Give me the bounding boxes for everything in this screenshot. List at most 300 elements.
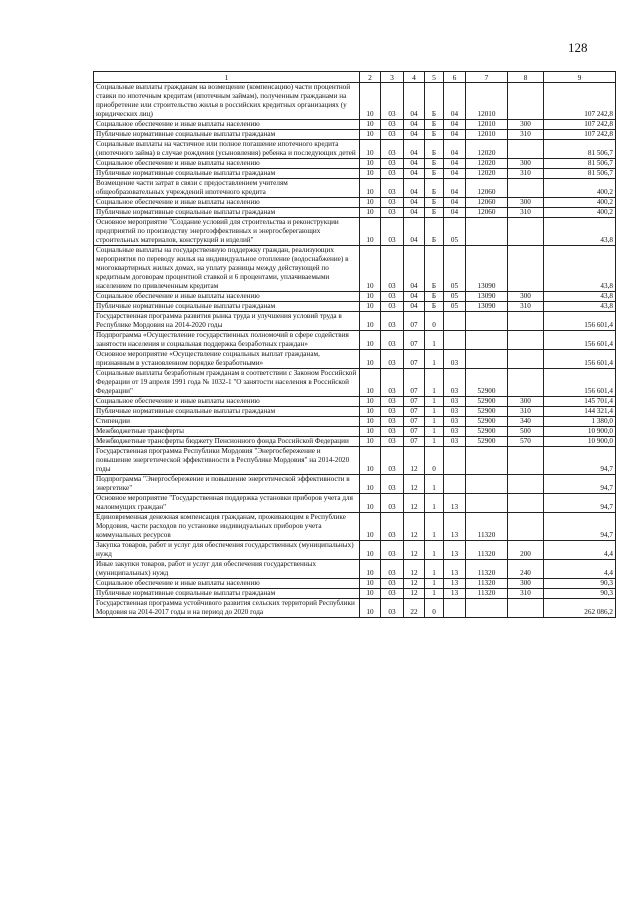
row-amount: 107 242,8 (544, 83, 616, 120)
code-direction: 12020 (466, 140, 508, 159)
code-subprogram: 0 (425, 599, 444, 618)
code-direction (466, 218, 508, 246)
row-description: Публичные нормативные социальные выплаты гражданам (94, 130, 360, 140)
row-description: Публичные нормативные социальные выплаты гражданам (94, 302, 360, 312)
code-subsection: 03 (381, 198, 404, 208)
row-amount: 81 506,7 (544, 159, 616, 169)
code-section: 10 (360, 312, 381, 331)
row-amount: 262 086,2 (544, 599, 616, 618)
code-subsection: 03 (381, 83, 404, 120)
code-program: 22 (404, 599, 425, 618)
code-activity: 13 (444, 579, 466, 589)
code-subprogram: Б (425, 246, 444, 292)
row-amount: 156 601,4 (544, 350, 616, 369)
code-subsection: 03 (381, 475, 404, 494)
code-subsection: 03 (381, 589, 404, 599)
code-subsection: 03 (381, 246, 404, 292)
column-header: 2 (360, 72, 381, 83)
code-direction: 11320 (466, 579, 508, 589)
table-row (94, 447, 616, 475)
table-row (94, 179, 616, 198)
code-expense-type (508, 599, 544, 618)
code-program: 07 (404, 350, 425, 369)
code-subprogram: 0 (425, 447, 444, 475)
code-section: 10 (360, 208, 381, 218)
column-header: 3 (381, 72, 404, 83)
code-activity: 13 (444, 589, 466, 599)
table-row (94, 427, 616, 437)
code-section: 10 (360, 369, 381, 397)
table-row (94, 83, 616, 120)
code-activity (444, 312, 466, 331)
table-row (94, 312, 616, 331)
code-section: 10 (360, 579, 381, 589)
code-activity: 04 (444, 208, 466, 218)
row-amount: 94,7 (544, 513, 616, 541)
code-expense-type: 240 (508, 560, 544, 579)
row-description: Публичные нормативные социальные выплаты гражданам (94, 589, 360, 599)
code-subsection: 03 (381, 369, 404, 397)
code-program: 12 (404, 589, 425, 599)
row-amount: 156 601,4 (544, 331, 616, 350)
code-program: 04 (404, 208, 425, 218)
code-expense-type (508, 312, 544, 331)
code-subsection: 03 (381, 397, 404, 407)
code-section: 10 (360, 427, 381, 437)
column-header: 6 (444, 72, 466, 83)
code-subprogram: Б (425, 302, 444, 312)
code-program: 04 (404, 169, 425, 179)
row-description: Публичные нормативные социальные выплаты гражданам (94, 208, 360, 218)
row-description: Социальное обеспечение и иные выплаты населению (94, 198, 360, 208)
code-subsection: 03 (381, 331, 404, 350)
code-subsection: 03 (381, 447, 404, 475)
code-activity: 13 (444, 541, 466, 560)
code-direction (466, 331, 508, 350)
code-program: 12 (404, 513, 425, 541)
code-program: 07 (404, 397, 425, 407)
row-amount: 94,7 (544, 475, 616, 494)
code-expense-type: 300 (508, 198, 544, 208)
code-section: 10 (360, 475, 381, 494)
code-expense-type (508, 140, 544, 159)
code-subprogram: Б (425, 140, 444, 159)
table-row (94, 397, 616, 407)
code-program: 12 (404, 447, 425, 475)
code-subprogram: 1 (425, 427, 444, 437)
code-subprogram: Б (425, 208, 444, 218)
code-direction: 12010 (466, 130, 508, 140)
code-expense-type (508, 350, 544, 369)
code-section: 10 (360, 302, 381, 312)
table-row (94, 579, 616, 589)
code-program: 04 (404, 83, 425, 120)
budget-table (93, 71, 616, 618)
code-subsection: 03 (381, 302, 404, 312)
row-amount: 81 506,7 (544, 169, 616, 179)
code-activity (444, 475, 466, 494)
row-description: Основное мероприятие «Осуществление социальных выплат гражданам, признанным в установленном порядке безработными» (94, 350, 360, 369)
code-direction (466, 494, 508, 513)
code-program: 04 (404, 130, 425, 140)
code-subsection: 03 (381, 179, 404, 198)
code-program: 07 (404, 331, 425, 350)
code-expense-type (508, 475, 544, 494)
row-description: Социальное обеспечение и иные выплаты населению (94, 579, 360, 589)
table-row (94, 350, 616, 369)
code-direction: 11320 (466, 513, 508, 541)
code-subprogram: 1 (425, 475, 444, 494)
code-expense-type: 310 (508, 208, 544, 218)
code-activity: 04 (444, 83, 466, 120)
code-expense-type (508, 83, 544, 120)
table-row (94, 246, 616, 292)
code-direction: 11320 (466, 541, 508, 560)
code-subsection: 03 (381, 437, 404, 447)
code-program: 07 (404, 407, 425, 417)
code-subprogram: 1 (425, 350, 444, 369)
code-section: 10 (360, 417, 381, 427)
row-description: Единовременная денежная компенсация гражданам, проживающим в Республике Мордовия, части расходов по установке индивидуальных приборов учета коммунальных ресурсов (94, 513, 360, 541)
code-subprogram: 1 (425, 589, 444, 599)
code-subprogram: Б (425, 169, 444, 179)
page-number: 128 (568, 40, 588, 55)
code-section: 10 (360, 447, 381, 475)
code-program: 07 (404, 312, 425, 331)
table-row (94, 302, 616, 312)
code-activity: 03 (444, 397, 466, 407)
code-expense-type (508, 447, 544, 475)
code-program: 07 (404, 427, 425, 437)
table-row (94, 369, 616, 397)
code-activity: 04 (444, 159, 466, 169)
code-subsection: 03 (381, 541, 404, 560)
code-direction: 12010 (466, 120, 508, 130)
code-expense-type: 300 (508, 579, 544, 589)
table-row (94, 513, 616, 541)
code-program: 04 (404, 140, 425, 159)
code-direction: 52900 (466, 417, 508, 427)
row-amount: 90,3 (544, 589, 616, 599)
code-program: 04 (404, 292, 425, 302)
row-amount: 4,4 (544, 541, 616, 560)
table-row (94, 494, 616, 513)
row-amount: 145 701,4 (544, 397, 616, 407)
code-program: 07 (404, 437, 425, 447)
code-direction: 12060 (466, 208, 508, 218)
code-activity: 13 (444, 494, 466, 513)
code-section: 10 (360, 198, 381, 208)
code-program: 04 (404, 246, 425, 292)
code-direction: 13090 (466, 246, 508, 292)
row-description: Иные закупки товаров, работ и услуг для обеспечения государственных (муниципальных) нужд (94, 560, 360, 579)
code-activity: 03 (444, 350, 466, 369)
code-expense-type (508, 246, 544, 292)
row-description: Социальные выплаты на государственную поддержку граждан, реализующих мероприятия по переводу жилья на индивидуальное отопление (водоснабжение) в многоквартирных жилых домах, на уплату разницы между действующей по кредитным договорам процентной ставкой и 6 процентами, уплачиваемыми населением по привлеченным кредитам (94, 246, 360, 292)
row-amount: 81 506,7 (544, 140, 616, 159)
code-program: 12 (404, 541, 425, 560)
code-direction: 13090 (466, 292, 508, 302)
code-subprogram: Б (425, 83, 444, 120)
code-program: 12 (404, 494, 425, 513)
table-row (94, 599, 616, 618)
code-subsection: 03 (381, 140, 404, 159)
code-expense-type: 300 (508, 292, 544, 302)
row-amount: 43,8 (544, 302, 616, 312)
code-subprogram: 1 (425, 369, 444, 397)
table-row (94, 437, 616, 447)
row-amount: 94,7 (544, 447, 616, 475)
code-expense-type (508, 513, 544, 541)
code-direction (466, 475, 508, 494)
code-subsection: 03 (381, 427, 404, 437)
table-row (94, 130, 616, 140)
row-description: Социальное обеспечение и иные выплаты населению (94, 120, 360, 130)
row-description: Публичные нормативные социальные выплаты гражданам (94, 169, 360, 179)
code-subprogram: Б (425, 120, 444, 130)
code-section: 10 (360, 437, 381, 447)
row-amount: 10 900,0 (544, 427, 616, 437)
code-section: 10 (360, 140, 381, 159)
code-subsection: 03 (381, 579, 404, 589)
code-activity: 03 (444, 369, 466, 397)
code-subprogram: 1 (425, 560, 444, 579)
code-subsection: 03 (381, 218, 404, 246)
row-amount: 10 900,0 (544, 437, 616, 447)
code-expense-type: 310 (508, 589, 544, 599)
table-row (94, 198, 616, 208)
row-description: Межбюджетные трансферты бюджету Пенсионного фонда Российской Федерации (94, 437, 360, 447)
code-direction: 52900 (466, 437, 508, 447)
code-subsection: 03 (381, 130, 404, 140)
code-expense-type: 300 (508, 397, 544, 407)
code-activity: 03 (444, 407, 466, 417)
code-activity: 04 (444, 120, 466, 130)
code-direction: 52900 (466, 407, 508, 417)
code-section: 10 (360, 560, 381, 579)
table-row (94, 292, 616, 302)
code-expense-type: 310 (508, 130, 544, 140)
column-header: 5 (425, 72, 444, 83)
code-subprogram: Б (425, 292, 444, 302)
code-subsection: 03 (381, 350, 404, 369)
table-row (94, 417, 616, 427)
code-subprogram: Б (425, 159, 444, 169)
row-description: Государственная программа развития рынка труда и улучшения условий труда в Республике Мордовия на 2014-2020 годы (94, 312, 360, 331)
row-description: Социальные выплаты на частичное или полное погашение ипотечного кредита (ипотечного займа) в случае рождения (усыновления) ребенка и последующих детей (94, 140, 360, 159)
code-direction (466, 599, 508, 618)
code-direction: 12010 (466, 83, 508, 120)
table-row (94, 218, 616, 246)
code-section: 10 (360, 246, 381, 292)
code-activity: 13 (444, 513, 466, 541)
column-header: 1 (94, 72, 360, 83)
row-description: Стипендии (94, 417, 360, 427)
code-direction: 11320 (466, 589, 508, 599)
row-amount: 43,8 (544, 218, 616, 246)
code-expense-type: 500 (508, 427, 544, 437)
row-amount: 4,4 (544, 560, 616, 579)
row-amount: 107 242,8 (544, 120, 616, 130)
code-activity: 04 (444, 198, 466, 208)
code-activity: 13 (444, 560, 466, 579)
row-description: Основное мероприятие "Создание условий для строительства и реконструкции предприятий по производству энергоэффективных и энергосберегающих строительных материалов, конструкций и изделий" (94, 218, 360, 246)
row-description: Социальные выплаты гражданам на возмещение (компенсацию) части процентной ставки по ипотечным кредитам (ипотечным займам), полученным гражданами на приобретение или строительство жилья в российских кредитных организациях (у юридических лиц) (94, 83, 360, 120)
code-program: 12 (404, 560, 425, 579)
code-expense-type: 300 (508, 159, 544, 169)
row-amount: 1 380,0 (544, 417, 616, 427)
table-row (94, 331, 616, 350)
row-description: Основное мероприятие "Государственная поддержка установки приборов учета для малоимущих граждан" (94, 494, 360, 513)
column-header: 9 (544, 72, 616, 83)
row-description: Межбюджетные трансферты (94, 427, 360, 437)
code-subsection: 03 (381, 513, 404, 541)
table-row (94, 407, 616, 417)
code-section: 10 (360, 513, 381, 541)
code-expense-type (508, 179, 544, 198)
code-program: 04 (404, 159, 425, 169)
code-subprogram: 1 (425, 494, 444, 513)
code-direction: 12060 (466, 198, 508, 208)
code-section: 10 (360, 130, 381, 140)
row-amount: 94,7 (544, 494, 616, 513)
table-row (94, 208, 616, 218)
row-description: Государственная программа Республики Мордовия "Энергосбережение и повышение энергетической эффективности в Республике Мордовия" на 2014-2020 годы (94, 447, 360, 475)
row-amount: 400,2 (544, 179, 616, 198)
code-section: 10 (360, 494, 381, 513)
code-subsection: 03 (381, 560, 404, 579)
code-activity (444, 331, 466, 350)
code-expense-type: 340 (508, 417, 544, 427)
row-amount: 400,2 (544, 208, 616, 218)
code-section: 10 (360, 83, 381, 120)
code-activity (444, 447, 466, 475)
code-direction: 12020 (466, 169, 508, 179)
row-description: Государственная программа устойчивого развития сельских территорий Республики Мордовия на 2014-2017 годы и на период до 2020 года (94, 599, 360, 618)
code-expense-type: 300 (508, 120, 544, 130)
code-subprogram: Б (425, 198, 444, 208)
code-section: 10 (360, 159, 381, 169)
code-subprogram: Б (425, 130, 444, 140)
table-row (94, 475, 616, 494)
code-expense-type: 570 (508, 437, 544, 447)
code-expense-type (508, 331, 544, 350)
code-expense-type (508, 218, 544, 246)
code-subprogram: Б (425, 179, 444, 198)
code-subprogram: 1 (425, 579, 444, 589)
table-row (94, 589, 616, 599)
row-description: Закупка товаров, работ и услуг для обеспечения государственных (муниципальных) нужд (94, 541, 360, 560)
code-subprogram: 1 (425, 513, 444, 541)
row-amount: 90,3 (544, 579, 616, 589)
code-program: 07 (404, 417, 425, 427)
code-subprogram: 1 (425, 407, 444, 417)
code-program: 04 (404, 120, 425, 130)
code-subprogram: 1 (425, 541, 444, 560)
code-direction (466, 350, 508, 369)
code-activity: 04 (444, 169, 466, 179)
code-direction: 52900 (466, 369, 508, 397)
code-activity: 05 (444, 218, 466, 246)
code-direction: 12060 (466, 179, 508, 198)
row-amount: 400,2 (544, 198, 616, 208)
code-program: 04 (404, 179, 425, 198)
table-row (94, 541, 616, 560)
code-subprogram: 0 (425, 312, 444, 331)
table-row (94, 560, 616, 579)
code-subprogram: Б (425, 218, 444, 246)
code-program: 04 (404, 198, 425, 208)
code-section: 10 (360, 331, 381, 350)
code-direction: 13090 (466, 302, 508, 312)
code-subsection: 03 (381, 208, 404, 218)
code-subsection: 03 (381, 599, 404, 618)
row-description: Подпрограмма «Осуществление государственных полномочий в сфере содействия занятости населения и социальная поддержка безработных граждан» (94, 331, 360, 350)
row-description: Социальные выплаты безработным гражданам в соответствии с Законом Российской Федерации от 19 апреля 1991 года № 1032-1 "О занятости населения в Российской Федерации" (94, 369, 360, 397)
code-expense-type: 310 (508, 302, 544, 312)
row-description: Публичные нормативные социальные выплаты гражданам (94, 407, 360, 417)
code-section: 10 (360, 218, 381, 246)
row-description: Подпрограмма "Энергосбережение и повышение энергетической эффективности в энергетике" (94, 475, 360, 494)
row-amount: 144 321,4 (544, 407, 616, 417)
code-subsection: 03 (381, 159, 404, 169)
code-program: 12 (404, 579, 425, 589)
code-direction: 52900 (466, 427, 508, 437)
code-program: 04 (404, 218, 425, 246)
code-section: 10 (360, 292, 381, 302)
code-activity: 04 (444, 179, 466, 198)
header-row (94, 72, 616, 83)
row-description: Социальное обеспечение и иные выплаты населению (94, 397, 360, 407)
table-body (94, 83, 616, 618)
code-section: 10 (360, 599, 381, 618)
code-activity: 03 (444, 417, 466, 427)
code-section: 10 (360, 120, 381, 130)
code-activity: 05 (444, 246, 466, 292)
code-direction (466, 312, 508, 331)
code-expense-type: 200 (508, 541, 544, 560)
code-direction: 52900 (466, 397, 508, 407)
code-subsection: 03 (381, 292, 404, 302)
row-description: Возмещение части затрат в связи с предоставлением учителям общеобразовательных учреждений ипотечного кредита (94, 179, 360, 198)
code-section: 10 (360, 541, 381, 560)
table-row (94, 169, 616, 179)
code-activity: 03 (444, 437, 466, 447)
code-activity: 04 (444, 130, 466, 140)
code-subsection: 03 (381, 312, 404, 331)
code-expense-type (508, 369, 544, 397)
column-header: 8 (508, 72, 544, 83)
row-description: Социальное обеспечение и иные выплаты населению (94, 159, 360, 169)
code-expense-type: 310 (508, 407, 544, 417)
table-row (94, 159, 616, 169)
code-subsection: 03 (381, 417, 404, 427)
code-subsection: 03 (381, 120, 404, 130)
code-subprogram: 1 (425, 397, 444, 407)
code-direction: 12020 (466, 159, 508, 169)
code-activity: 03 (444, 427, 466, 437)
code-section: 10 (360, 169, 381, 179)
code-subprogram: 1 (425, 437, 444, 447)
code-expense-type: 310 (508, 169, 544, 179)
row-amount: 156 601,4 (544, 369, 616, 397)
code-program: 07 (404, 369, 425, 397)
code-subprogram: 1 (425, 417, 444, 427)
code-section: 10 (360, 179, 381, 198)
column-header: 7 (466, 72, 508, 83)
code-section: 10 (360, 350, 381, 369)
code-program: 04 (404, 302, 425, 312)
